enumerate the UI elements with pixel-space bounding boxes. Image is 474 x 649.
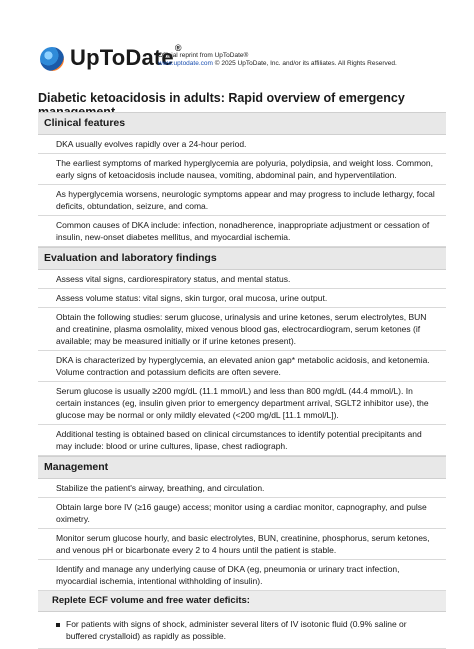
sub-heading-fluids: Replete ECF volume and free water deficits: [38, 591, 446, 612]
table-row: DKA usually evolves rapidly over a 24-hour period. [38, 135, 446, 154]
section-heading-management: Management [38, 456, 446, 479]
brand-logo: UpToDate® [70, 43, 182, 70]
table-row: Stabilize the patient's airway, breathing, and circulation. [38, 479, 446, 498]
table-row: DKA is characterized by hyperglycemia, an elevated anion gap* metabolic acidosis, and ketonemia. Volume contraction and potassium deficits are often severe. [38, 351, 446, 382]
table-row: Identify and manage any underlying cause of DKA (eg, pneumonia or urinary tract infection, myocardial ischemia, intentional withholding of insulin). [38, 560, 446, 591]
table-row: Obtain the following studies: serum glucose, urinalysis and urine ketones, serum electrolytes, BUN and creatinine, plasma osmolality, mixed venous blood gas, electrocardiogram, serum ketones (if available; may be measured initially or if urine ketones present). [38, 308, 446, 351]
page-title: Diabetic ketoacidosis in adults: Rapid overview of emergency [38, 91, 405, 105]
table-row: Serum glucose is usually ≥200 mg/dL (11.1 mmol/L) and less than 800 mg/dL (44.4 mmol/L). In certain instances (eg, insulin given prior to emergency department arrival, SGLT2 inhibitor use), the glucose may be normal or only mildly elevated (<200 mg/dL [11.1 mmol/L]). [38, 382, 446, 425]
header [0, 0, 474, 82]
table-row: Assess vital signs, cardiorespiratory status, and mental status. [38, 270, 446, 289]
bullet-text: For patients with signs of shock, administer several liters of IV isotonic fluid (0.9% saline or buffered crystalloid) as rapidly as possible. [66, 619, 407, 641]
table-row: Assess volume status: vital signs, skin turgor, oral mucosa, urine output. [38, 289, 446, 308]
uptodate-link[interactable]: www.uptodate.com [158, 60, 213, 67]
reprint-line-1: Official reprint from UpToDate® [158, 52, 249, 59]
bullet-icon [56, 623, 60, 627]
reprint-line-2: www.uptodate.com © 2025 UpToDate, Inc. and/or its affiliates. All Rights Reserved. [158, 60, 397, 67]
table-row: Common causes of DKA include: infection, nonadherence, inappropriate adjustment or cessation of insulin, new-onset diabetes mellitus, and myocardial ischemia. [38, 216, 446, 247]
table-row: Monitor serum glucose hourly, and basic electrolytes, BUN, creatinine, phosphorus, serum ketones, and venous pH or bicarbonate every 2 to 4 hours until the patient is stable. [38, 529, 446, 560]
overview-table [38, 112, 446, 649]
reprint-notice [158, 52, 397, 68]
table-row: Additional testing is obtained based on clinical circumstances to identify potential precipitants and may include: blood or urine cultures, lipase, chest radiograph. [38, 425, 446, 456]
section-heading-clinical: Clinical features [38, 112, 446, 135]
table-row: The earliest symptoms of marked hyperglycemia are polyuria, polydipsia, and weight loss. Common, early signs of ketoacidosis include nausea, vomiting, abdominal pain, and hyperventilation. [38, 154, 446, 185]
section-heading-evaluation: Evaluation and laboratory findings [38, 247, 446, 270]
bullet-row [38, 612, 446, 649]
table-row: Obtain large bore IV (≥16 gauge) access; monitor using a cardiac monitor, capnography, and pulse oximetry. [38, 498, 446, 529]
uptodate-globe-icon [40, 47, 64, 71]
table-row: As hyperglycemia worsens, neurologic symptoms appear and may progress to include lethargy, focal deficits, obtundation, seizure, and coma. [38, 185, 446, 216]
